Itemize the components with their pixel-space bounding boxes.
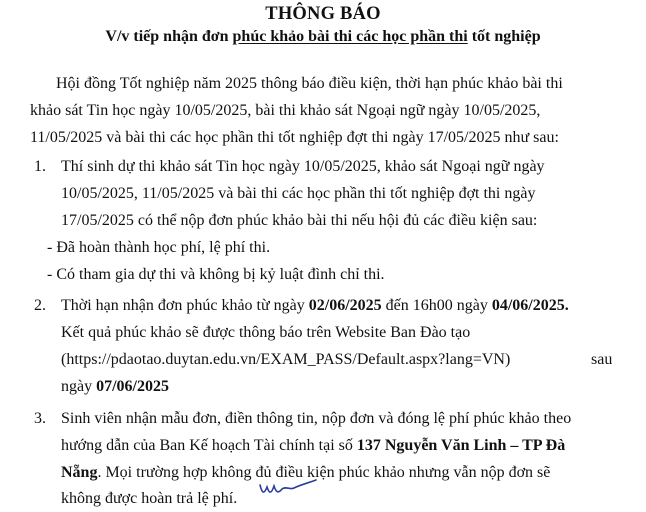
document-subtitle [0,28,646,46]
item-3-line-2 [61,436,622,456]
item-1-bullet-2: - Có tham gia dự thi và không bị kỷ luật đình chỉ thi. [47,266,385,283]
item-1-line-3: 17/05/2025 có thể nộp đơn phúc khảo bài thi nếu hội đủ các điều kiện sau: [61,212,538,229]
intro-line-3: 11/05/2025 và bài thi các học phần thi tốt nghiệp đợt thi ngày 17/05/2025 như sau: [30,129,559,146]
item-2-line-3-after: sau [591,351,613,368]
item-1-line-2: 10/05/2025, 11/05/2025 và bài thi các học phần thi tốt nghiệp đợt thi ngày [61,185,536,202]
handwritten-initials-icon [256,477,318,507]
deadline-text-a: Thời hạn nhận đơn phúc khảo từ ngày [61,297,309,314]
item-3-number: 3. [34,410,46,427]
item-1-number: 1. [34,158,46,175]
end-date: 04/06/2025. [491,297,569,314]
intro-line-1: Hội đồng Tốt nghiệp năm 2025 thông báo điều kiện, thời hạn phúc khảo bài thi [56,75,563,92]
office-text: hướng dẫn của Ban Kế hoạch Tài chính tại số [61,437,357,454]
item-3-line-4: không được hoàn trả lệ phí. [61,490,238,507]
document-title: THÔNG BÁO [265,4,381,24]
start-date: 02/06/2025 [308,297,382,314]
results-date-prefix: ngày [61,378,97,395]
item-2-line-1 [61,296,622,316]
deadline-text-c: đến 16h00 ngày [381,297,492,314]
subtitle-underlined: phúc khảo bài thi các học phần thi [232,28,468,45]
results-url[interactable]: (https://pdaotao.duytan.edu.vn/EXAM_PASS/Default.aspx?lang=VN) [61,351,511,368]
city-name: Nẵng [61,464,98,481]
refund-text: . Mọi trường hợp không đủ điều kiện phúc khảo nhưng vẫn nộp đơn sẽ [97,464,551,481]
item-3-line-3 [61,463,622,483]
item-2-line-2: Kết quả phúc khảo sẽ được thông báo trên Website Ban Đào tạo [61,324,471,341]
item-2-number: 2. [34,297,46,314]
office-address: 137 Nguyễn Văn Linh – TP Đà [356,437,566,454]
item-1-line-1: Thí sinh dự thi khảo sát Tin học ngày 10/05/2025, khảo sát Ngoại ngữ ngày [61,158,545,175]
intro-line-2: khảo sát Tin học ngày 10/05/2025, bài thi khảo sát Ngoại ngữ ngày 10/05/2025, [30,102,541,119]
subtitle-prefix: V/v tiếp nhận đơn [105,28,233,45]
subtitle-suffix: tốt nghiệp [467,28,541,45]
item-2-line-4 [61,377,169,397]
results-date: 07/06/2025 [96,378,169,395]
item-1-bullet-1: - Đã hoàn thành học phí, lệ phí thi. [47,239,271,256]
item-3-line-1: Sinh viên nhận mẫu đơn, điền thông tin, nộp đơn và đóng lệ phí phúc khảo theo [61,410,572,427]
